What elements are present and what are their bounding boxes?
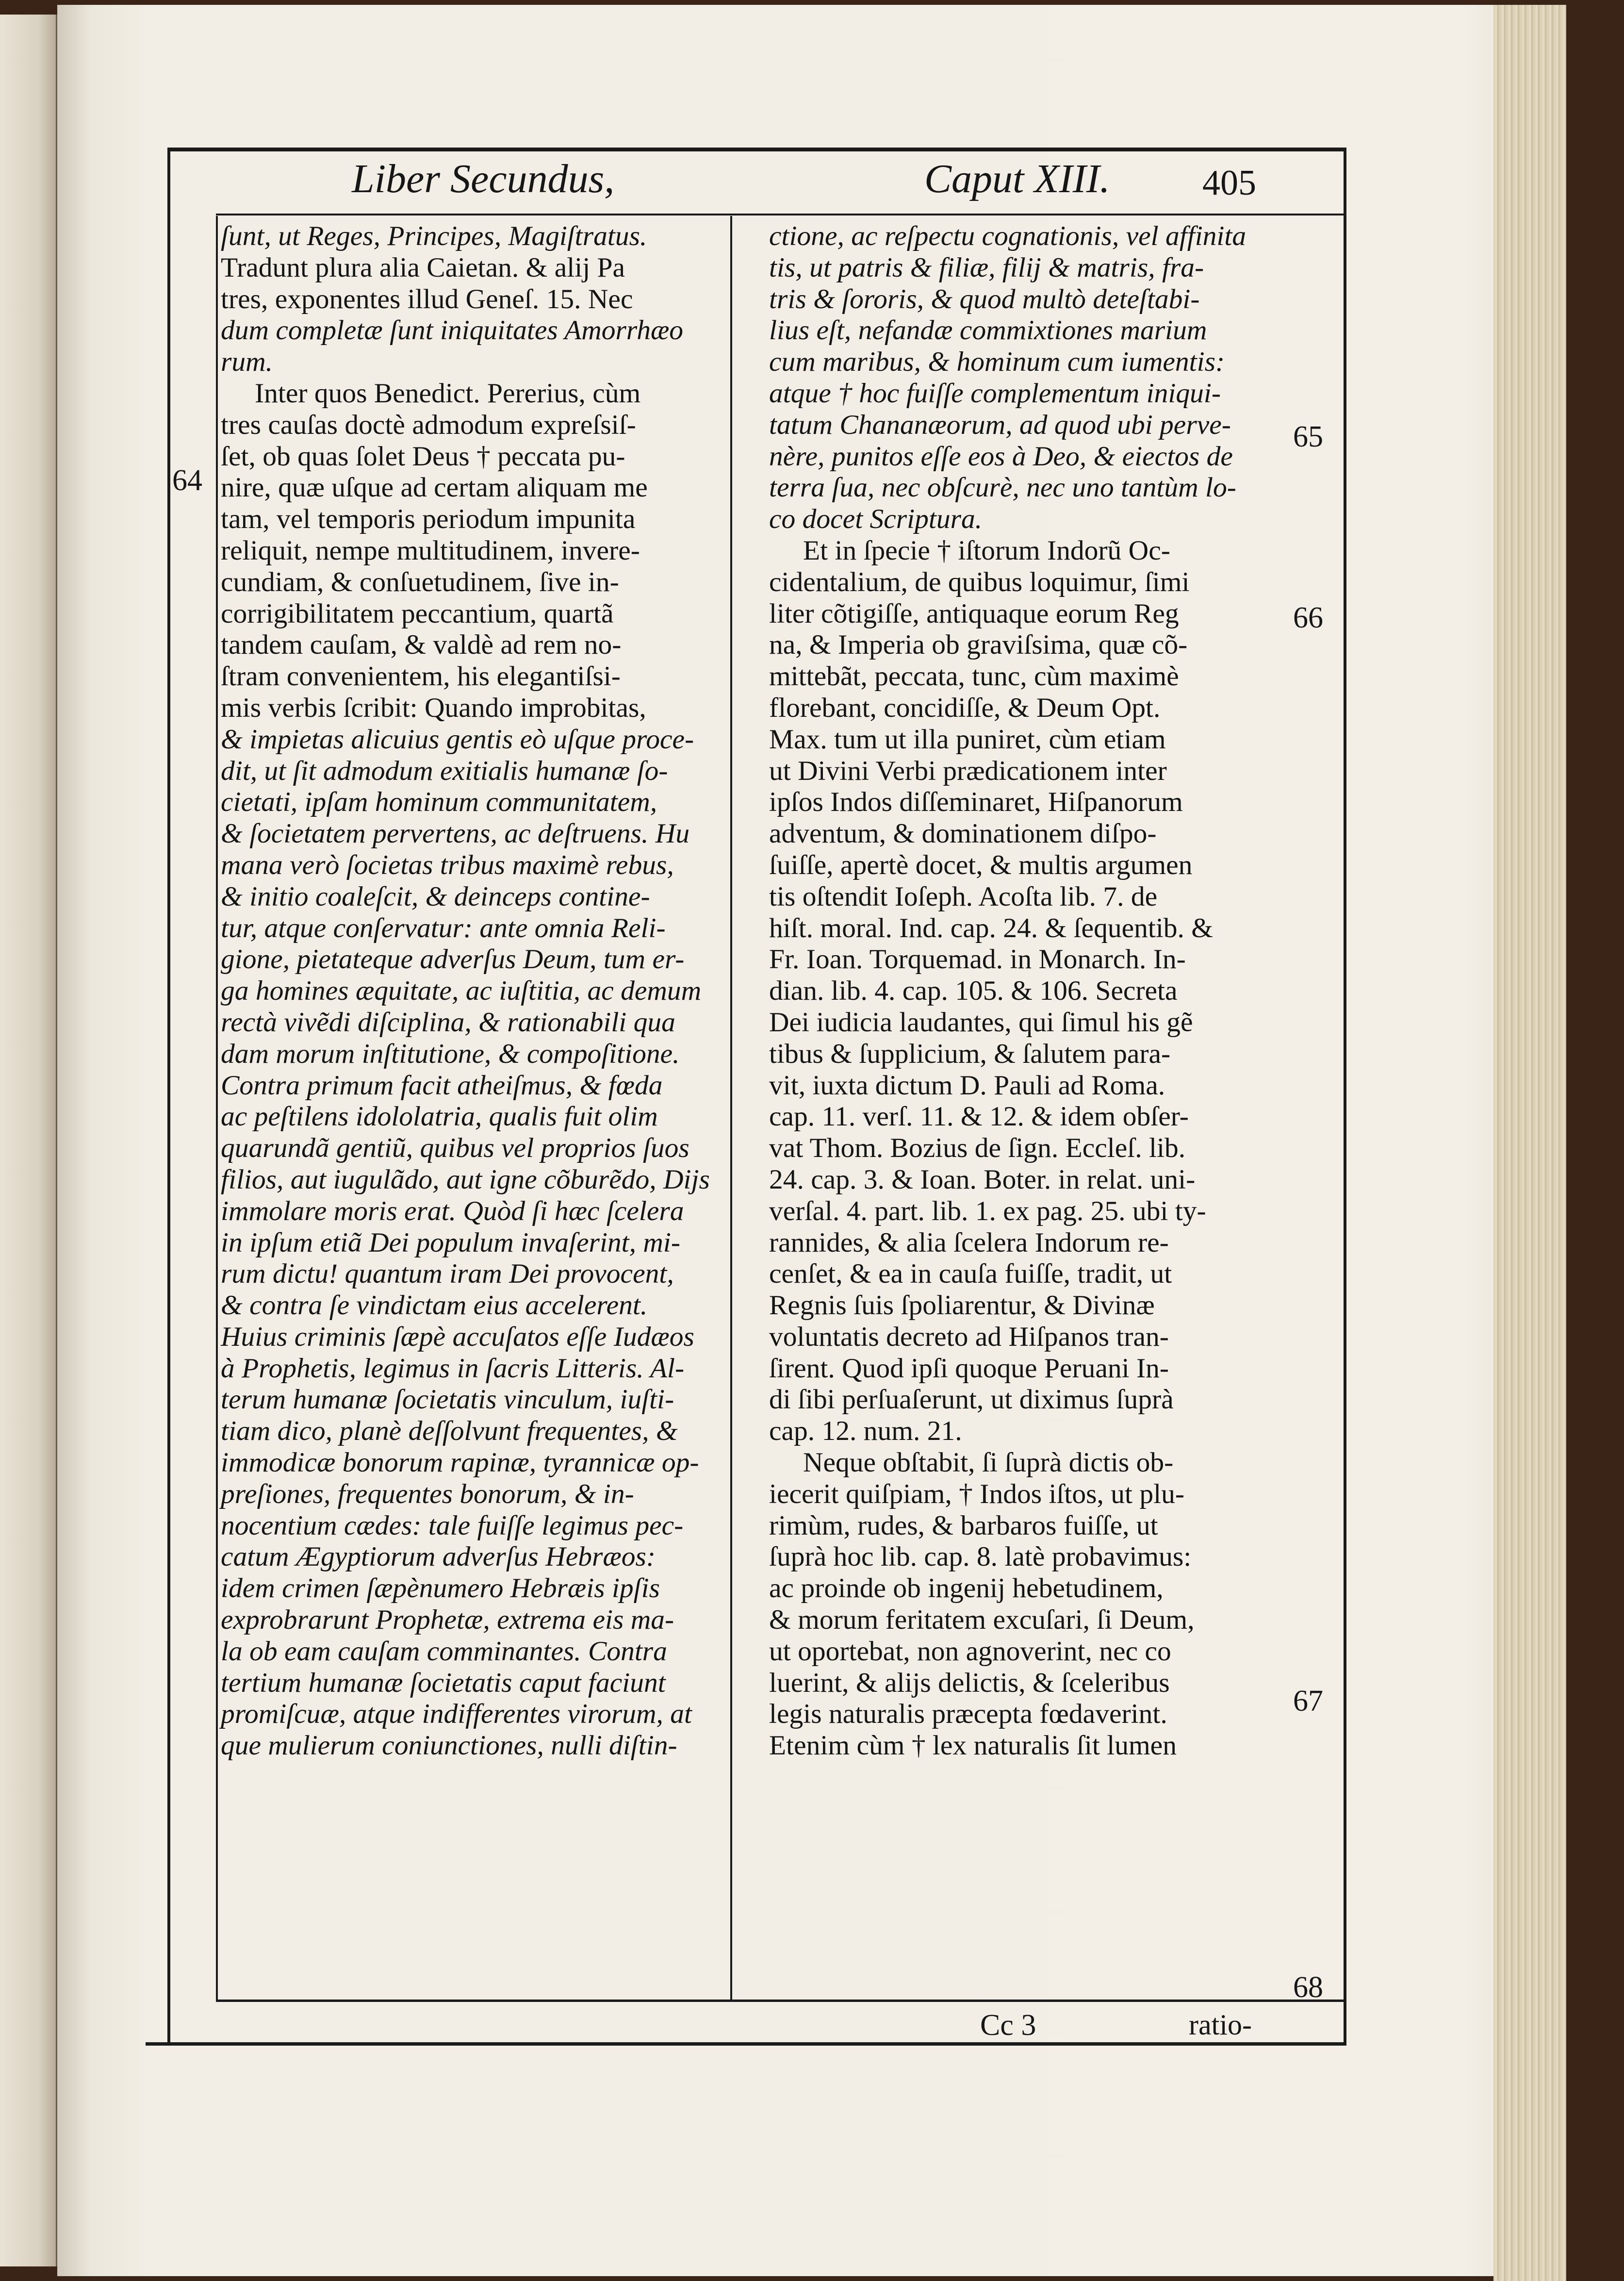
text-line: co docet Scriptura. <box>769 504 983 535</box>
text-line: Etenim cùm † lex naturalis ſit lumen <box>769 1730 1177 1761</box>
text-line: tertium humanæ ſocietatis caput faciunt <box>221 1667 666 1698</box>
right-column <box>769 221 1269 1762</box>
margin-number: 68 <box>1293 1971 1323 2004</box>
text-line: legis naturalis præcepta fœdaverint. <box>769 1699 1167 1730</box>
text-line: reliquit, nempe multitudinem, invere- <box>221 535 640 566</box>
text-line: vat Thom. Bozius de ſign. Eccleſ. lib. <box>769 1133 1186 1164</box>
text-line: Contra primum facit atheiſmus, & fœda <box>221 1070 663 1101</box>
text-line: tis oſtendit Ioſeph. Acoſta lib. 7. de <box>769 881 1158 912</box>
margin-number: 67 <box>1293 1685 1323 1718</box>
text-line: Dei iudicia laudantes, qui ſimul his gẽ <box>769 1007 1193 1038</box>
text-line: mis verbis ſcribit: Quando improbitas, <box>221 692 646 723</box>
facing-page-edge <box>0 15 57 2266</box>
text-line: ſirent. Quod ipſi quoque Peruani In- <box>769 1353 1169 1384</box>
text-line: cundiam, & conſuetudinem, ſive in- <box>221 566 619 597</box>
text-line: la ob eam cauſam comminantes. Contra <box>221 1636 667 1667</box>
text-line: dian. lib. 4. cap. 105. & 106. Secreta <box>769 975 1178 1007</box>
text-line: vit, iuxta dictum D. Pauli ad Roma. <box>769 1070 1165 1101</box>
top-rule <box>167 148 1346 151</box>
text-line: cenſet, & ea in cauſa fuiſſe, tradit, ut <box>769 1258 1172 1289</box>
margin-number: 64 <box>172 464 202 497</box>
text-line: tris & ſororis, & quod multò deteſtabi- <box>769 283 1200 314</box>
header-rule <box>216 214 1346 215</box>
text-line: nère, punitos eſſe eos à Deo, & eiectos de <box>769 441 1233 472</box>
text-line: promiſcuæ, atque indifferentes virorum, at <box>221 1699 692 1730</box>
text-line: florebant, concidiſſe, & Deum Opt. <box>769 692 1161 723</box>
text-line: luerint, & alijs delictis, & ſceleribus <box>769 1667 1170 1698</box>
text-line: tibus & ſupplicium, & ſalutem para- <box>769 1038 1171 1069</box>
text-line: lius eſt, nefandæ commixtiones marium <box>769 315 1207 346</box>
text-line: adventum, & dominationem diſpo- <box>769 818 1157 849</box>
text-line: & impietas alicuius gentis eò uſque proce- <box>221 724 694 755</box>
text-line: Regnis ſuis ſpoliarentur, & Divinæ <box>769 1290 1155 1321</box>
text-line: di ſibi perſuaſerunt, ut diximus ſuprà <box>769 1384 1174 1415</box>
text-line: gione, pietateque adverſus Deum, tum er- <box>221 944 685 975</box>
text-line: iecerit quiſpiam, † Indos iſtos, ut plu- <box>769 1478 1184 1509</box>
page-block-edge <box>1493 5 1566 2281</box>
text-line: Fr. Ioan. Torquemad. in Monarch. In- <box>769 944 1186 975</box>
text-line: Huius criminis ſæpè accuſatos eſſe Iudæos <box>221 1321 694 1352</box>
text-line: ſet, ob quas ſolet Deus † peccata pu- <box>221 441 625 472</box>
text-line: in ipſum etiã Dei populum invaſerint, mi- <box>221 1227 681 1258</box>
text-line: tam, vel temporis periodum impunita <box>221 504 636 535</box>
text-line: immolare moris erat. Quòd ſi hæc ſcelera <box>221 1195 684 1226</box>
text-line: dit, ut ſit admodum exitialis humanæ ſo- <box>221 755 668 786</box>
text-line: ipſos Indos diſſeminaret, Hiſpanorum <box>769 787 1183 818</box>
text-line: tiam dico, planè deſſolvunt frequentes, & <box>221 1416 678 1447</box>
text-line: & ſocietatem pervertens, ac deſtruens. Hu <box>221 818 690 849</box>
page-number: 405 <box>1202 163 1256 203</box>
text-line: & initio coaleſcit, & deinceps contine- <box>221 881 650 912</box>
text-line: terum humanæ ſocietatis vinculum, iuſti- <box>221 1384 674 1415</box>
text-line: cap. 11. verſ. 11. & 12. & idem obſer- <box>769 1101 1189 1132</box>
text-line: idem crimen ſæpènumero Hebræis ipſis <box>221 1573 660 1604</box>
text-line: Max. tum ut illa puniret, cùm etiam <box>769 724 1166 755</box>
text-line: tres, exponentes illud Geneſ. 15. Nec <box>221 283 633 314</box>
text-line: Neque obſtabit, ſi ſuprà dictis ob- <box>803 1447 1174 1478</box>
text-line: ac peſtilens idololatria, qualis fuit olim <box>221 1101 658 1132</box>
text-line: ſuprà hoc lib. cap. 8. latè probavimus: <box>769 1541 1192 1572</box>
text-line: dum completæ ſunt iniquitates Amorrhæo <box>221 315 684 346</box>
text-line: verſal. 4. part. lib. 1. ex pag. 25. ubi ty- <box>769 1195 1206 1226</box>
text-line: exprobrarunt Prophetæ, extrema eis ma- <box>221 1604 674 1636</box>
text-line: rectà vivẽdi diſciplina, & rationabili qua <box>221 1007 675 1038</box>
text-line: ſtram convenientem, his elegantiſsi- <box>221 661 621 692</box>
text-line: dam morum inſtitutione, & compoſitione. <box>221 1038 680 1069</box>
text-line: ſunt, ut Reges, Principes, Magiſtratus. <box>221 221 647 251</box>
text-line: & morum feritatem excuſari, ſi Deum, <box>769 1604 1195 1636</box>
text-line: cap. 12. num. 21. <box>769 1416 962 1447</box>
text-line: preſiones, frequentes bonorum, & in- <box>221 1478 634 1509</box>
text-line: immodicæ bonorum rapinæ, tyrannicæ op- <box>221 1447 699 1478</box>
text-line: ut oportebat, non agnoverint, nec co <box>769 1636 1171 1667</box>
text-line: tatum Chananæorum, ad quod ubi perve- <box>769 409 1231 440</box>
column-divider <box>730 216 732 2002</box>
text-line: mittebãt, peccata, tunc, cùm maximè <box>769 661 1179 692</box>
bottom-rule <box>146 2042 1346 2046</box>
text-line: rum dictu! quantum iram Dei provocent, <box>221 1258 674 1289</box>
margin-number: 66 <box>1293 601 1323 634</box>
text-line: Et in ſpecie † iſtorum Indorũ Oc- <box>803 535 1170 566</box>
text-line: liter cõtigiſſe, antiquaque eorum Reg <box>769 598 1179 629</box>
text-line: que mulierum coniunctiones, nulli diſtin- <box>221 1730 677 1761</box>
text-line: corrigibilitatem peccantium, quartã <box>221 598 614 629</box>
text-line: voluntatis decreto ad Hiſpanos tran- <box>769 1321 1169 1352</box>
text-line: tres cauſas doctè admodum expreſsiſ- <box>221 409 636 440</box>
signature-mark: Cc 3 <box>980 2009 1036 2042</box>
text-line: ut Divini Verbi prædicationem inter <box>769 755 1167 786</box>
text-line: ſuiſſe, apertè docet, & multis argumen <box>769 849 1193 880</box>
text-line: rimùm, rudes, & barbaros fuiſſe, ut <box>769 1510 1158 1541</box>
text-line: terra ſua, nec obſcurè, nec uno tantùm lo- <box>769 472 1236 503</box>
running-title-right: Caput XIII. <box>924 156 1110 201</box>
text-line: filios, aut iugulãdo, aut igne cõburẽdo, Dijs <box>221 1164 710 1195</box>
text-line: tur, atque conſervatur: ante omnia Reli- <box>221 912 666 943</box>
text-line: hiſt. moral. Ind. cap. 24. & ſequentib. & <box>769 912 1214 943</box>
left-column <box>221 221 721 1762</box>
text-line: quarundã gentiũ, quibus vel proprios ſuos <box>221 1133 689 1164</box>
text-line: na, & Imperia ob graviſsima, quæ cõ- <box>769 629 1188 661</box>
margin-number: 65 <box>1293 420 1323 453</box>
text-line: ga homines æquitate, ac iuſtitia, ac demum <box>221 975 702 1007</box>
text-line: cum maribus, & hominum cum iumentis: <box>769 347 1225 378</box>
text-line: tandem cauſam, & valdè ad rem no- <box>221 629 622 661</box>
text-line: atque † hoc fuiſſe complementum iniqui- <box>769 378 1221 409</box>
text-line: & contra ſe vindictam eius accelerent. <box>221 1290 648 1321</box>
text-line: nocentium cædes: tale fuiſſe legimus pec- <box>221 1510 684 1541</box>
running-title-left: Liber Secundus, <box>352 156 615 201</box>
text-line: rum. <box>221 347 273 378</box>
text-line: 24. cap. 3. & Ioan. Boter. in relat. uni- <box>769 1164 1196 1195</box>
text-line: tis, ut patris & filiæ, filij & matris, fra- <box>769 252 1204 283</box>
text-line: à Prophetis, legimus in ſacris Litteris. Al- <box>221 1353 685 1384</box>
catchword: ratio- <box>1189 2009 1252 2041</box>
text-line: ctione, ac reſpectu cognationis, vel affinita <box>769 221 1247 251</box>
text-line: cidentalium, de quibus loquimur, ſimi <box>769 566 1190 597</box>
text-line: cietati, ipſam hominum communitatem, <box>221 787 657 818</box>
text-line: mana verò ſocietas tribus maximè rebus, <box>221 849 674 880</box>
text-line: Inter quos Benedict. Pererius, cùm <box>255 378 641 409</box>
text-line: ac proinde ob ingenij hebetudinem, <box>769 1573 1164 1604</box>
text-line: Tradunt plura alia Caietan. & alij Pa <box>221 252 625 283</box>
text-line: nire, quæ uſque ad certam aliquam me <box>221 472 648 503</box>
text-line: catum Ægyptiorum adverſus Hebræos: <box>221 1541 656 1572</box>
text-line: rannides, & alia ſcelera Indorum re- <box>769 1227 1169 1258</box>
